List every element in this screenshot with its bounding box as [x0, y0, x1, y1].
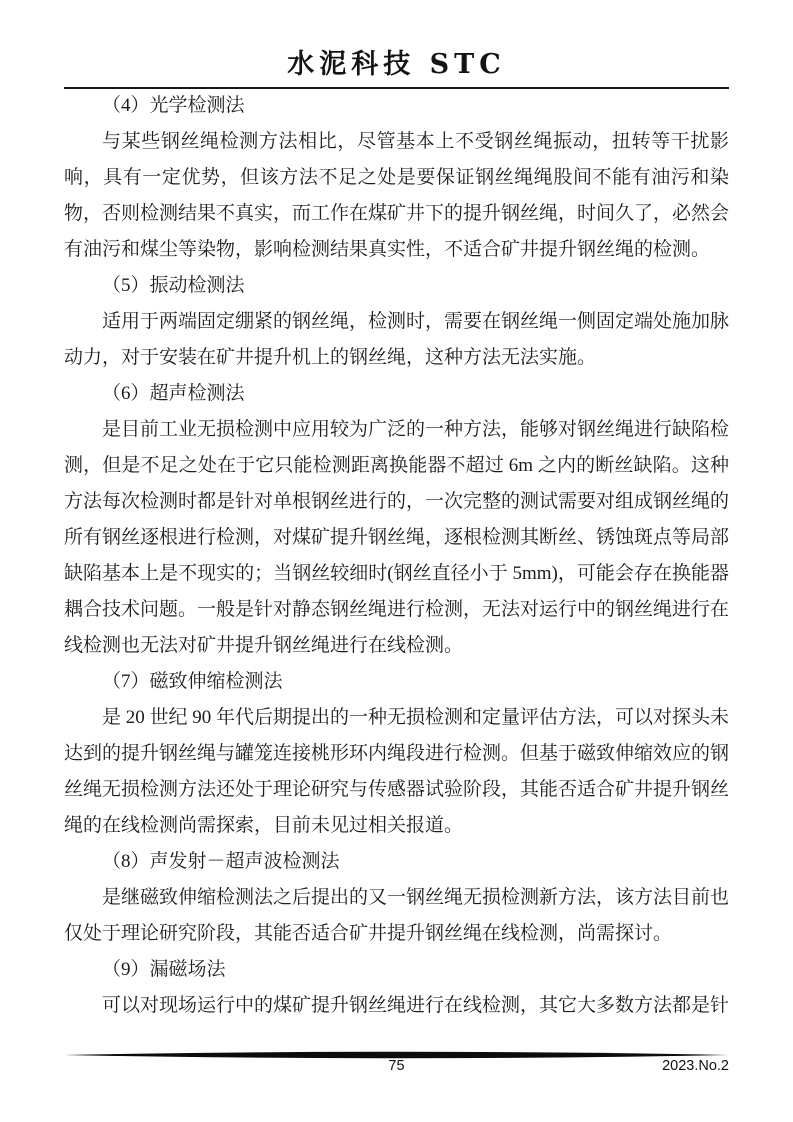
- section-paragraph-8: 是继磁致伸缩检测法之后提出的又一钢丝绳无损检测新方法，该方法目前也仅处于理论研究阶段，其能否适合矿井提升钢丝绳在线检测，尚需探讨。: [64, 887, 730, 944]
- section-heading-5: （5）振动检测法: [102, 275, 245, 296]
- section-paragraph-4: 与某些钢丝绳检测方法相比，尽管基本上不受钢丝绳振动，扭转等干扰影响，具有一定优势，但该方法不足之处是要保证钢丝绳绳股间不能有油污和染物，否则检测结果不真实，而工作在煤矿井下的提升钢丝绳，时间久了，必然会有油污和煤尘等染物，影响检测结果真实性，不适合矿井提升钢丝绳的检测。: [64, 131, 730, 260]
- section-heading-8: （8）声发射－超声波检测法: [102, 851, 340, 872]
- section-paragraph-5: 适用于两端固定绷紧的钢丝绳，检测时，需要在钢丝绳一侧固定端处施加脉动力，对于安装在矿井提升机上的钢丝绳，这种方法无法实施。: [64, 311, 730, 368]
- section-paragraph-6: 是目前工业无损检测中应用较为广泛的一种方法，能够对钢丝绳进行缺陷检测，但是不足之处在于它只能检测距离换能器不超过 6m 之内的断丝缺陷。这种方法每次检测时都是针对单根钢丝进行的，一次完整的测试需要对组成钢丝绳的所有钢丝逐根进行检测，对煤矿提升钢丝绳，逐根检测其断丝、锈蚀斑点等局部缺陷基本上是不现实的；当钢丝较细时(钢丝直径小于 5mm)，可能会存在换能器耦合技术问题。一般是针对静态钢丝绳进行检测，无法对运行中的钢丝绳进行在线检测也无法对矿井提升钢丝绳进行在线检测。: [64, 419, 730, 656]
- section-heading-4: （4）光学检测法: [102, 95, 245, 116]
- section-paragraph-7: 是 20 世纪 90 年代后期提出的一种无损检测和定量评估方法，可以对探头未达到的提升钢丝绳与罐笼连接桃形环内绳段进行检测。但基于磁致伸缩效应的钢丝绳无损检测方法还处于理论研究与传感器试验阶段，其能否适合矿井提升钢丝绳的在线检测尚需探索，目前未见过相关报道。: [64, 707, 730, 836]
- footer: [64, 1058, 729, 1078]
- section-heading-9: （9）漏磁场法: [102, 959, 226, 980]
- page-number: 75: [388, 1058, 405, 1074]
- journal-title: 水泥科技 STC: [287, 49, 506, 80]
- section-paragraph-9: 可以对现场运行中的煤矿提升钢丝绳进行在线检测，其它大多数方法都是针: [102, 995, 730, 1016]
- article-body: [64, 88, 729, 1024]
- section-heading-7: （7）磁致伸缩检测法: [102, 671, 283, 692]
- issue-number: 2023.No.2: [662, 1058, 729, 1074]
- section-heading-6: （6）超声检测法: [102, 383, 245, 404]
